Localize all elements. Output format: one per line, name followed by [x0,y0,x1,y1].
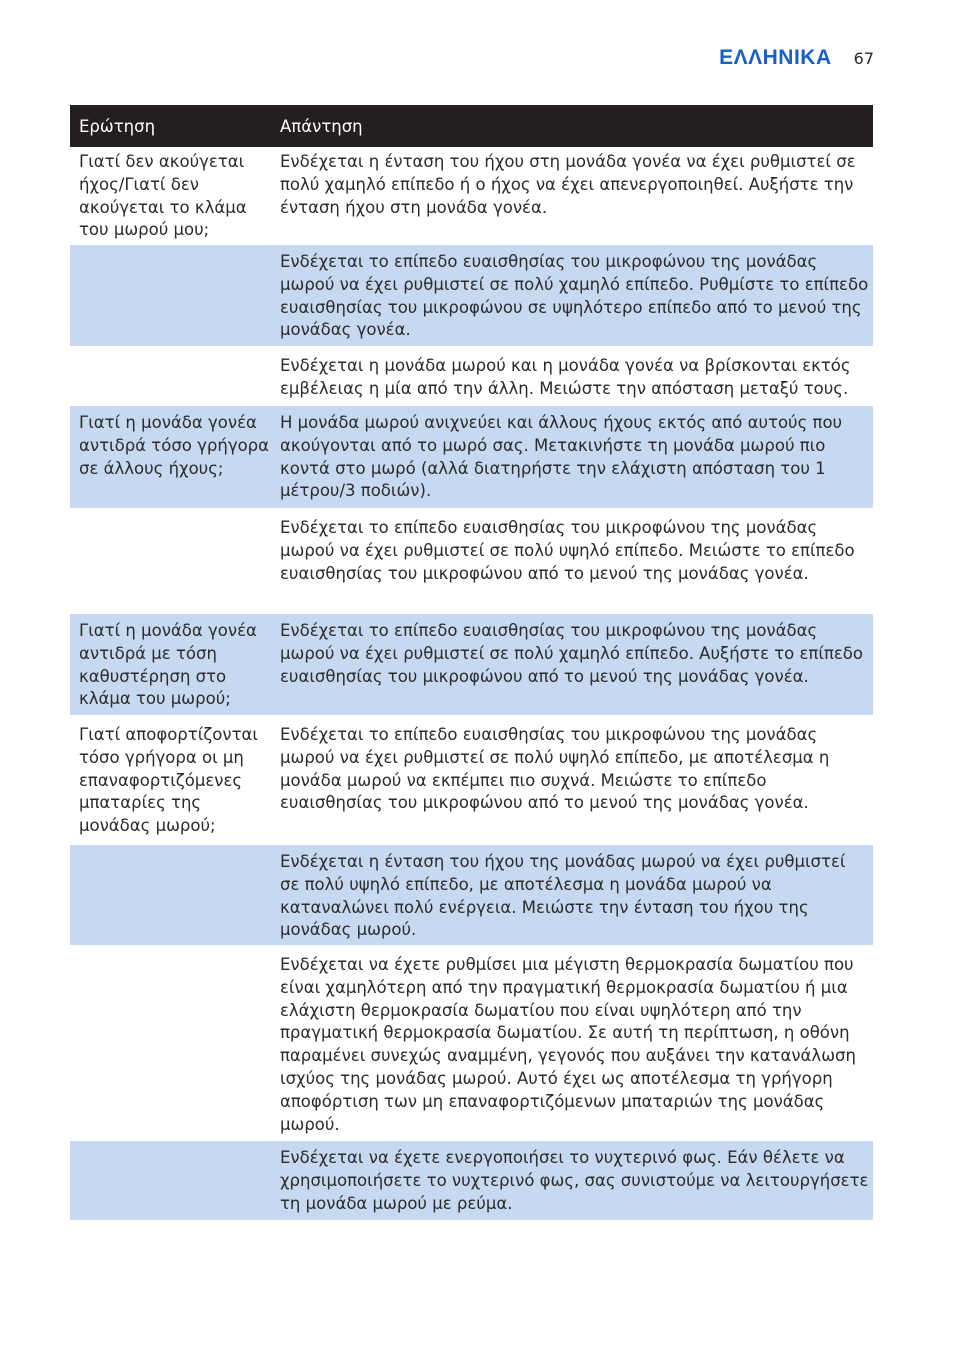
table-row [70,1141,873,1220]
question-cell: Γιατί δεν ακούγεται ήχος/Γιατί δεν ακούγεται το κλάμα του μωρού μου; [79,152,247,240]
table-row [70,718,873,842]
table-row [70,948,873,1138]
page-number: 67 [853,49,874,68]
answer-cell: Η μονάδα μωρού ανιχνεύει και άλλους ήχους εκτός από αυτούς που ακούγονται από το μωρό σας. Μετακινήστε τη μονάδα μωρού πιο κοντά στο μωρό (αλλά διατηρήστε την ελάχιστη απόσταση του 1 μέτρου/3 ποδιών). [280,413,843,501]
question-cell [70,355,280,403]
answer-cell: Ενδέχεται να έχετε ρυθμίσει μια μέγιστη θερμοκρασία δωματίου που είναι χαμηλότερη από την πραγματική θερμοκρασία δωματίου ή μια ελάχιστη θερμοκρασία δωματίου που είναι υψηλότερη από την πραγματική θερμοκρασία δωματίου. Σε αυτή τη περίπτωση, η οθόνη παραμένει συνεχώς αναμμένη, γεγονός που αυξάνει την κατανάλωση ισχύος της μονάδας μωρού. Αυτό έχει ως αποτέλεσμα τη γρήγορη αποφόρτιση των μη επαναφορτιζόμενων μπαταριών της μονάδας μωρού. [280,955,856,1134]
answer-cell: Ενδέχεται το επίπεδο ευαισθησίας του μικροφώνου της μονάδας μωρού να έχει ρυθμιστεί σε πολύ υψηλό επίπεδο, με αποτέλεσμα η μονάδα μωρού να εκπέμπει πιο συχνά. Μειώστε το επίπεδο ευαισθησίας του μικροφώνου από το μενού της μονάδας γονέα. [280,725,830,813]
answer-cell: Ενδέχεται η ένταση του ήχου στη μονάδα γονέα να έχει ρυθμιστεί σε πολύ χαμηλό επίπεδο ή ο ήχος να έχει απενεργοποιηθεί. Αυξήστε την ένταση ήχου στη μονάδα γονέα. [280,152,856,217]
answer-cell: Ενδέχεται να έχετε ενεργοποιήσει το νυχτερινό φως. Εάν θέλετε να χρησιμοποιήσετε το νυχτερινό φως, σας συνιστούμε να λειτουργήσετε τη μονάδα μωρού με ρεύμα. [280,1148,869,1213]
column-header-question: Ερώτηση [79,116,156,136]
table-row [70,349,873,403]
question-cell: Γιατί αποφορτίζονται τόσο γρήγορα οι μη επαναφορτιζόμενες μπαταρίες της μονάδας μωρού; [79,725,258,836]
table-row [70,511,873,611]
table-row [70,614,873,715]
table-row [70,245,873,346]
question-cell [70,251,280,346]
column-header-answer: Απάντηση [280,116,363,136]
question-cell [70,851,280,945]
answer-cell: Ενδέχεται η μονάδα μωρού και η μονάδα γονέα να βρίσκονται εκτός εμβέλειας η μία από την άλλη. Μειώστε την απόσταση μεταξύ τους. [280,356,851,398]
question-cell [70,1147,280,1220]
question-cell: Γιατί η μονάδα γονέα αντιδρά τόσο γρήγορα σε άλλους ήχους; [79,413,270,478]
faq-table [70,105,873,1220]
table-row [70,406,873,508]
answer-cell: Ενδέχεται το επίπεδο ευαισθησίας του μικροφώνου της μονάδας μωρού να έχει ρυθμιστεί σε πολύ υψηλό επίπεδο. Μειώστε το επίπεδο ευαισθησίας του μικροφώνου από το μενού της μονάδας γονέα. [280,518,855,583]
answer-cell: Ενδέχεται το επίπεδο ευαισθησίας του μικροφώνου της μονάδας μωρού να έχει ρυθμιστεί σε πολύ χαμηλό επίπεδο. Αυξήστε το επίπεδο ευαισθησίας του μικροφώνου από το μενού της μονάδας γονέα. [280,621,863,686]
question-cell [70,517,280,611]
table-header [70,105,873,147]
question-cell [70,954,280,1138]
table-row [70,151,873,242]
table-row [70,845,873,945]
language-title: ΕΛΛΗΝΙΚΑ [719,46,832,69]
answer-cell: Ενδέχεται η ένταση του ήχου της μονάδας μωρού να έχει ρυθμιστεί σε πολύ υψηλό επίπεδο, με αποτέλεσμα η μονάδα μωρού να καταναλώνει πολύ ενέργεια. Μειώστε την ένταση του ήχου της μονάδας μωρού. [280,852,846,940]
answer-cell: Ενδέχεται το επίπεδο ευαισθησίας του μικροφώνου της μονάδας μωρού να έχει ρυθμιστεί σε πολύ χαμηλό επίπεδο. Ρυθμίστε το επίπεδο ευαισθησίας του μικροφώνου σε υψηλότερο επίπεδο από το μενού της μονάδας γονέα. [280,252,869,340]
question-cell: Γιατί η μονάδα γονέα αντιδρά με τόση καθυστέρηση στο κλάμα του μωρού; [79,621,257,709]
page-header [719,46,874,70]
